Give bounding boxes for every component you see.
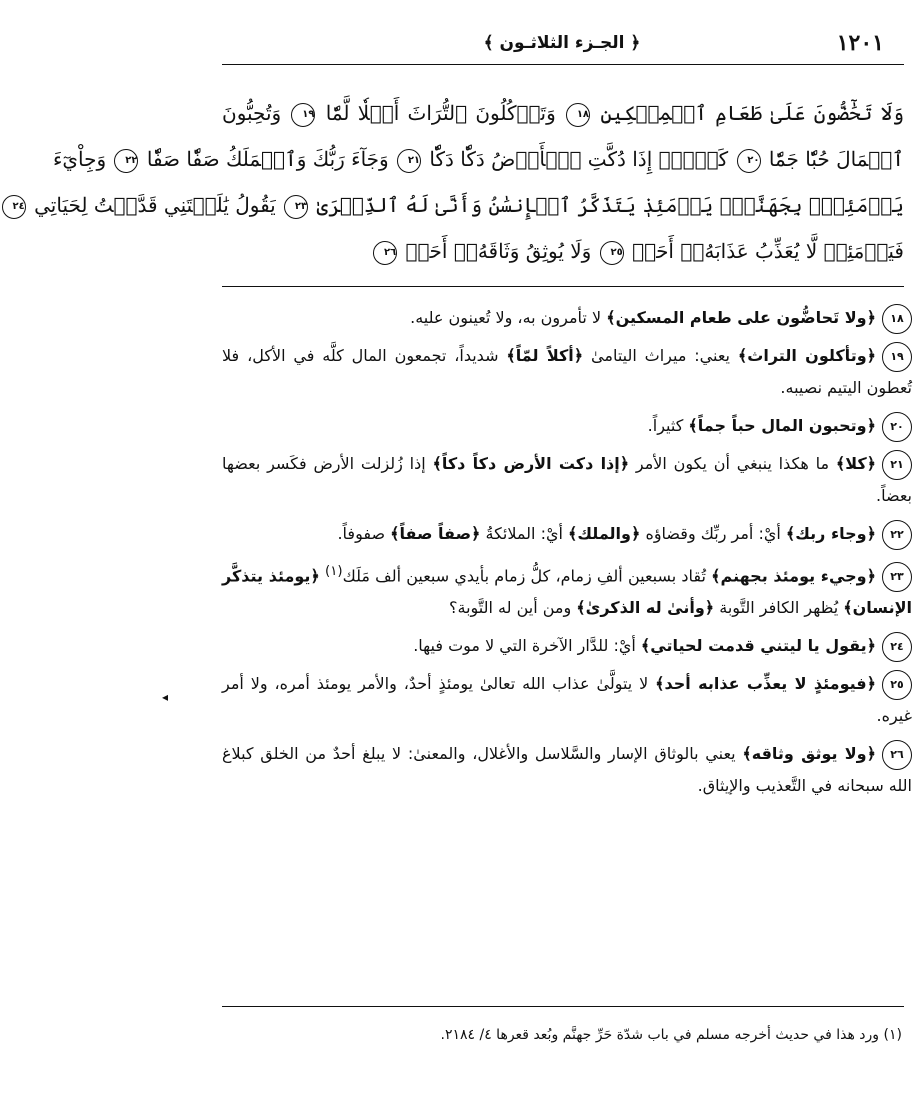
juz-title: ﴿ الجـزء الثلاثـون ﴾ — [483, 33, 641, 53]
page-header — [222, 26, 902, 60]
tafsir-entry — [222, 302, 912, 334]
quoted-verse: ﴿صفاً صفاً﴾ — [390, 524, 481, 543]
verse-number-badge: ١٨ — [882, 304, 912, 334]
quran-verse-text: وَلَا يُوثِقُ وَثَاقَهُۥٓ أَحَدٞ — [405, 239, 592, 263]
quran-line — [222, 228, 904, 274]
tafsir-entry — [222, 448, 912, 512]
commentary-text: يعني بالوثاق الإسار والسَّلاسل والأغلال، والمعنىٰ: لا يبلغ أحدٌ من الخلق كبلاغ الله سبحانه في التَّعذيب والإيثاق. — [222, 744, 912, 796]
quoted-verse: ﴿يومئذ يتذكَّر الإنسان﴾ — [222, 566, 912, 618]
quran-verse-text: يَوۡمَئِذِۭ بِجَهَنَّمَۚ يَوۡمَئِذٖ يَتَذَكَّرُ ٱلۡإِنسَٰنُ وَأَنَّىٰ لَهُ ٱلذِّكۡرَىٰ — [316, 193, 904, 217]
quran-line — [52, 136, 904, 182]
tafsir-entry — [222, 668, 912, 732]
commentary-text: أيْ: الملائكةُ — [480, 524, 569, 543]
commentary-text: صفوفاً. — [337, 524, 391, 543]
commentary-text: تُقاد بسبعين ألفِ زمام، كلُّ زمام بأيدي سبعين ألف مَلَك — [342, 566, 712, 586]
quoted-verse: ﴿وجاء ربك﴾ — [785, 524, 876, 543]
footnote-rule — [222, 1006, 904, 1007]
tafsir-block — [222, 302, 912, 808]
commentary-text: أيْ: أمر ربِّك وقضاؤه — [640, 524, 786, 543]
quoted-verse: ﴿والملك﴾ — [568, 524, 641, 543]
header-rule — [222, 64, 904, 65]
ayah-number-marker: ٢٢ — [114, 149, 138, 173]
commentary-text: شديداً، تجمعون المال كلَّه في الأكل، فلا تُعطون اليتيم نصيبه. — [222, 346, 912, 397]
quoted-verse: ﴿أكلاً لمّاً﴾ — [506, 346, 584, 365]
commentary-text: لا تأمرون به، ولا تُعينون عليه. — [410, 308, 607, 327]
quoted-verse: ﴿فيومئذٍ لا يعذِّب عذابه أحد﴾ — [655, 674, 876, 694]
side-arrow-icon: ◂ — [162, 690, 169, 704]
tafsir-entry — [222, 518, 912, 550]
verse-number-badge: ٢٢ — [882, 520, 912, 550]
verse-number-badge: ٢٤ — [882, 632, 912, 662]
quoted-verse: ﴿وأنىٰ له الذكرىٰ﴾ — [576, 598, 715, 618]
mushaf-page — [12, 0, 920, 1107]
tafsir-entry — [222, 630, 912, 662]
quran-verse-text: يَقُولُ يَٰلَيۡتَنِي قَدَّمۡتُ لِحَيَاتِي — [34, 193, 276, 217]
footnote-label: (١) — [883, 1027, 902, 1043]
verse-number-badge: ٢٠ — [882, 412, 912, 442]
tafsir-entry — [222, 340, 912, 404]
commentary-text: يُظهر الكافر التَّوبة — [714, 598, 844, 618]
ayah-number-marker: ١٨ — [566, 103, 590, 127]
tafsir-entry — [222, 738, 912, 802]
verse-number-badge: ٢٦ — [882, 740, 912, 770]
quoted-verse: ﴿ولا يوثق وثاقه﴾ — [742, 744, 877, 764]
commentary-text: يعني: ميراث اليتامىٰ — [583, 346, 738, 365]
ayah-number-marker: ٢٥ — [600, 241, 624, 265]
commentary-text: إذا زُلزلت الأرض فكَسر بعضها بعضاً. — [222, 454, 912, 505]
quoted-verse: ﴿إذا دكت الأرض دكاً دكاً﴾ — [432, 454, 630, 473]
commentary-text: لا يتولَّىٰ عذاب الله تعالىٰ يومئذٍ أحدٌ، والأمر يومئذ أمره، ولا أمر غيره. — [222, 674, 912, 726]
quran-verse-text: وَلَا تَحَٰٓضُّونَ عَلَىٰ طَعَامِ ٱلۡمِسۡكِينِ — [600, 101, 905, 125]
quran-text-block — [12, 90, 905, 274]
ayah-number-marker: ٢١ — [397, 149, 421, 173]
quran-verse-text: ٱلۡمَالَ حُبّٗا جَمّٗا — [768, 147, 904, 171]
commentary-text: ما هكذا ينبغي أن يكون الأمر — [629, 454, 836, 473]
quran-verse-text: فَيَوۡمَئِذٖ لَّا يُعَذِّبُ عَذَابَهُۥٓ أَحَدٞ — [632, 239, 904, 263]
commentary-text: ومن أين له التَّوبة؟ — [449, 598, 577, 618]
tafsir-entry — [222, 410, 912, 442]
quran-verse-text: وَتُحِبُّونَ — [222, 101, 282, 125]
quran-verse-text: وَجِاْيٓءَ — [52, 147, 107, 171]
quran-line — [12, 182, 904, 228]
ayah-number-marker: ٢٦ — [373, 241, 397, 265]
quoted-verse: ﴿يقول يا ليتني قدمت لحياتي﴾ — [640, 636, 876, 656]
verse-number-badge: ١٩ — [882, 342, 912, 372]
footnote-ref: (١) — [325, 564, 343, 579]
verse-number-badge: ٢٥ — [882, 670, 912, 700]
ayah-number-marker: ٢٠ — [737, 149, 761, 173]
quran-line — [222, 90, 904, 136]
quran-separator-rule — [222, 286, 904, 287]
ayah-number-marker: ١٩ — [291, 103, 315, 127]
quoted-verse: ﴿وتحبون المال حباً جماً﴾ — [688, 416, 876, 435]
footnote — [222, 1022, 902, 1048]
quoted-verse: ﴿كلا﴾ — [835, 454, 877, 473]
commentary-text: أيْ: للدَّار الآخرة التي لا موت فيها. — [413, 636, 641, 656]
commentary-text: كثيراً. — [647, 416, 689, 435]
verse-number-badge: ٢٣ — [882, 562, 912, 592]
quran-verse-text: وَجَآءَ رَبُّكَ وَٱلۡمَلَكُ صَفّٗا صَفّٗا — [146, 147, 389, 171]
ayah-number-marker: ٢٤ — [2, 195, 26, 219]
quoted-verse: ﴿وتأكلون التراث﴾ — [737, 346, 877, 365]
quran-verse-text: كَلَّآۖ إِذَا دُكَّتِ ٱلۡأَرۡضُ دَكّٗا دَكّٗا — [429, 147, 729, 171]
tafsir-entry — [222, 556, 912, 624]
quran-verse-text: وَتَأۡكُلُونَ ٱلتُّرَاثَ أَكۡلٗا لَّمّٗا — [325, 101, 556, 125]
page-number: ١٢٠١ — [836, 30, 884, 56]
quoted-verse: ﴿ولا تَحاضُّون على طعام المسكين﴾ — [606, 308, 876, 327]
footnote-text: ورد هذا في حديث أخرجه مسلم في باب شدّة حَرِّ جهنَّم وبُعد قعرها ٤/ ٢١٨٤. — [440, 1027, 880, 1043]
quoted-verse: ﴿وجيء يومئذ بجهنم﴾ — [711, 566, 876, 586]
ayah-number-marker: ٢٣ — [284, 195, 308, 219]
verse-number-badge: ٢١ — [882, 450, 912, 480]
